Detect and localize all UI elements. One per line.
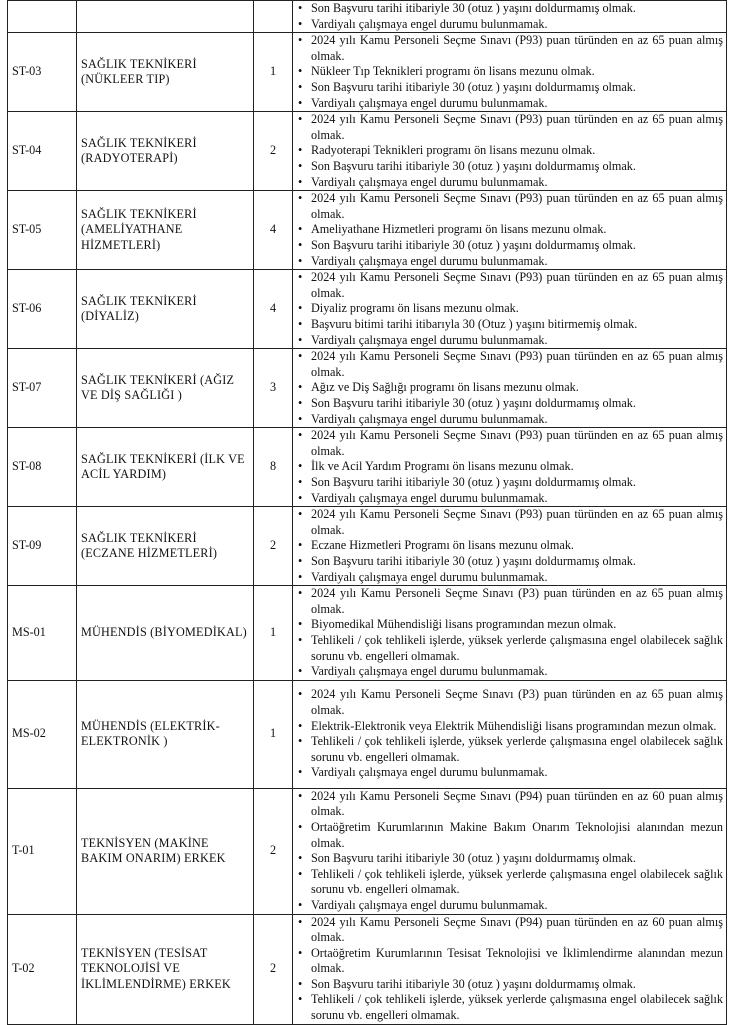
requirement-item: • 2024 yılı Kamu Personeli Seçme Sınavı (P93) puan türünden en az 65 puan almış olmak.: [295, 112, 723, 143]
requirement-item: • Vardiyalı çalışmaya engel durumu bulunmamak.: [295, 898, 723, 914]
requirements-cell: [293, 112, 727, 191]
requirement-item: • Eczane Hizmetleri Programı ön lisans mezunu olmak.: [295, 538, 723, 554]
requirement-item: • Elektrik-Elektronik veya Elektrik Mühendisliği lisans programından mezun olmak.: [295, 719, 723, 735]
position-quantity: [254, 1, 293, 33]
requirement-item: • Son Başvuru tarihi itibariyle 30 (otuz ) yaşını doldurmamış olmak.: [295, 475, 723, 491]
requirements-cell: [293, 1, 727, 33]
requirement-item: • Son Başvuru tarihi itibariyle 30 (otuz ) yaşını doldurmamış olmak.: [295, 1, 723, 17]
requirement-item: • 2024 yılı Kamu Personeli Seçme Sınavı (P93) puan türünden en az 65 puan almış olmak.: [295, 507, 723, 538]
requirement-item: • Ameliyathane Hizmetleri programı ön lisans mezunu olmak.: [295, 222, 723, 238]
requirement-item: • Son Başvuru tarihi itibariyle 30 (otuz ) yaşını doldurmamış olmak.: [295, 851, 723, 867]
requirement-item: • 2024 yılı Kamu Personeli Seçme Sınavı (P94) puan türünden en az 60 puan almış olmak.: [295, 915, 723, 946]
requirement-item: • Tehlikeli / çok tehlikeli işlerde, yüksek yerlerde çalışmasına engel olabilecek sağlık sorunu vb. engelleri olmamak.: [295, 867, 723, 898]
position-quantity: 4: [254, 270, 293, 349]
requirement-item: • Ortaöğretim Kurumlarının Tesisat Teknolojisi ve İklimlendirme alanından mezun olmak.: [295, 946, 723, 977]
position-title: SAĞLIK TEKNİKERİ (DİYALİZ): [77, 270, 254, 349]
position-code: ST-04: [8, 112, 77, 191]
position-title: TEKNİSYEN (TESİSAT TEKNOLOJİSİ VE İKLİMLENDİRME) ERKEK: [77, 914, 254, 1024]
requirement-item: • Tehlikeli / çok tehlikeli işlerde, yüksek yerlerde çalışmasına engel olabilecek sağlık sorunu vb. engelleri olmamak.: [295, 633, 723, 664]
requirement-item: • 2024 yılı Kamu Personeli Seçme Sınavı (P94) puan türünden en az 60 puan almış olmak.: [295, 789, 723, 820]
position-quantity: 1: [254, 586, 293, 681]
requirement-item: • Vardiyalı çalışmaya engel durumu bulunmamak.: [295, 17, 723, 33]
requirements-cell: [293, 507, 727, 586]
positions-table: [7, 0, 727, 1025]
position-code: MS-01: [8, 586, 77, 681]
position-quantity: 1: [254, 680, 293, 788]
position-quantity: 2: [254, 788, 293, 914]
requirement-item: • Diyaliz programı ön lisans mezunu olmak.: [295, 301, 723, 317]
requirement-item: • Radyoterapi Teknikleri programı ön lisans mezunu olmak.: [295, 143, 723, 159]
table-row: [8, 428, 727, 507]
position-quantity: 8: [254, 428, 293, 507]
position-title: SAĞLIK TEKNİKERİ (NÜKLEER TIP): [77, 33, 254, 112]
position-title: SAĞLIK TEKNİKERİ (AMELİYATHANE HİZMETLERİ): [77, 191, 254, 270]
requirements-list: [295, 428, 723, 506]
requirement-item: • Vardiyalı çalışmaya engel durumu bulunmamak.: [295, 254, 723, 270]
requirement-item: • Son Başvuru tarihi itibariyle 30 (otuz ) yaşını doldurmamış olmak.: [295, 396, 723, 412]
table-row: [8, 507, 727, 586]
position-quantity: 2: [254, 914, 293, 1024]
position-code: ST-08: [8, 428, 77, 507]
table-row: [8, 349, 727, 428]
requirement-item: • Vardiyalı çalışmaya engel durumu bulunmamak.: [295, 96, 723, 112]
requirements-list: [295, 507, 723, 585]
position-title: SAĞLIK TEKNİKERİ (İLK VE ACİL YARDIM): [77, 428, 254, 507]
requirement-item: • Vardiyalı çalışmaya engel durumu bulunmamak.: [295, 491, 723, 507]
position-title: SAĞLIK TEKNİKERİ (RADYOTERAPİ): [77, 112, 254, 191]
requirement-item: • Tehlikeli / çok tehlikeli işlerde, yüksek yerlerde çalışmasına engel olabilecek sağlık sorunu vb. engelleri olmamak.: [295, 734, 723, 765]
requirements-cell: [293, 428, 727, 507]
requirements-cell: [293, 788, 727, 914]
requirements-list: [295, 1, 723, 32]
position-quantity: 2: [254, 112, 293, 191]
requirements-list: [295, 915, 723, 1024]
position-code: ST-05: [8, 191, 77, 270]
requirements-list: [295, 586, 723, 680]
requirement-item: • 2024 yılı Kamu Personeli Seçme Sınavı (P3) puan türünden en az 65 puan almış olmak.: [295, 586, 723, 617]
position-title: SAĞLIK TEKNİKERİ (AĞIZ VE DİŞ SAĞLIĞI ): [77, 349, 254, 428]
position-quantity: 1: [254, 33, 293, 112]
requirement-item: • Son Başvuru tarihi itibariyle 30 (otuz ) yaşını doldurmamış olmak.: [295, 80, 723, 96]
requirement-item: • Son Başvuru tarihi itibariyle 30 (otuz ) yaşını doldurmamış olmak.: [295, 159, 723, 175]
requirement-item: • Son Başvuru tarihi itibariyle 30 (otuz ) yaşını doldurmamış olmak.: [295, 977, 723, 993]
requirements-cell: [293, 680, 727, 788]
requirements-cell: [293, 349, 727, 428]
requirement-item: • Ortaöğretim Kurumlarının Makine Bakım Onarım Teknolojisi alanından mezun olmak.: [295, 820, 723, 851]
requirement-item: • Son Başvuru tarihi itibariyle 30 (otuz ) yaşını doldurmamış olmak.: [295, 238, 723, 254]
requirement-item: • Tehlikeli / çok tehlikeli işlerde, yüksek yerlerde çalışmasına engel olabilecek sağlık sorunu vb. engelleri olmamak.: [295, 992, 723, 1023]
position-code: T-01: [8, 788, 77, 914]
table-row: [8, 586, 727, 681]
requirements-list: [295, 687, 723, 781]
table-row: [8, 191, 727, 270]
requirements-list: [295, 270, 723, 348]
requirements-list: [295, 789, 723, 914]
positions-table-body: [8, 1, 727, 1025]
position-code: T-02: [8, 914, 77, 1024]
requirements-list: [295, 349, 723, 427]
requirement-item: • Vardiyalı çalışmaya engel durumu bulunmamak.: [295, 570, 723, 586]
table-row: [8, 270, 727, 349]
requirement-item: • Son Başvuru tarihi itibariyle 30 (otuz ) yaşını doldurmamış olmak.: [295, 554, 723, 570]
requirement-item: • Vardiyalı çalışmaya engel durumu bulunmamak.: [295, 333, 723, 349]
position-code: MS-02: [8, 680, 77, 788]
requirement-item: • Biyomedikal Mühendisliği lisans programından mezun olmak.: [295, 617, 723, 633]
requirement-item: • İlk ve Acil Yardım Programı ön lisans mezunu olmak.: [295, 459, 723, 475]
requirement-item: • Nükleer Tıp Teknikleri programı ön lisans mezunu olmak.: [295, 64, 723, 80]
requirement-item: • Vardiyalı çalışmaya engel durumu bulunmamak.: [295, 175, 723, 191]
position-title: [77, 1, 254, 33]
position-code: ST-07: [8, 349, 77, 428]
requirement-item: • 2024 yılı Kamu Personeli Seçme Sınavı (P93) puan türünden en az 65 puan almış olmak.: [295, 33, 723, 64]
position-title: SAĞLIK TEKNİKERİ (ECZANE HİZMETLERİ): [77, 507, 254, 586]
position-quantity: 3: [254, 349, 293, 428]
position-code: ST-06: [8, 270, 77, 349]
table-row: [8, 680, 727, 788]
requirement-item: • 2024 yılı Kamu Personeli Seçme Sınavı (P93) puan türünden en az 65 puan almış olmak.: [295, 270, 723, 301]
requirement-item: • 2024 yılı Kamu Personeli Seçme Sınavı (P93) puan türünden en az 65 puan almış olmak.: [295, 191, 723, 222]
requirements-cell: [293, 586, 727, 681]
position-code: [8, 1, 77, 33]
requirement-item: • Başvuru bitimi tarihi itibarıyla 30 (Otuz ) yaşını bitirmemiş olmak.: [295, 317, 723, 333]
requirement-item: • 2024 yılı Kamu Personeli Seçme Sınavı (P93) puan türünden en az 65 puan almış olmak.: [295, 349, 723, 380]
requirements-cell: [293, 33, 727, 112]
position-code: ST-03: [8, 33, 77, 112]
position-quantity: 4: [254, 191, 293, 270]
requirements-list: [295, 191, 723, 269]
table-row: [8, 112, 727, 191]
table-row: [8, 914, 727, 1024]
position-title: TEKNİSYEN (MAKİNE BAKIM ONARIM) ERKEK: [77, 788, 254, 914]
requirements-cell: [293, 270, 727, 349]
table-row: [8, 788, 727, 914]
requirement-item: • Ağız ve Diş Sağlığı programı ön lisans mezunu olmak.: [295, 380, 723, 396]
requirements-list: [295, 33, 723, 111]
table-row: [8, 33, 727, 112]
requirement-item: • Vardiyalı çalışmaya engel durumu bulunmamak.: [295, 765, 723, 781]
position-title: MÜHENDİS (BİYOMEDİKAL): [77, 586, 254, 681]
requirements-cell: [293, 914, 727, 1024]
table-row: [8, 1, 727, 33]
requirement-item: • 2024 yılı Kamu Personeli Seçme Sınavı (P3) puan türünden en az 65 puan almış olmak.: [295, 687, 723, 718]
requirement-item: • 2024 yılı Kamu Personeli Seçme Sınavı (P93) puan türünden en az 65 puan almış olmak.: [295, 428, 723, 459]
requirements-cell: [293, 191, 727, 270]
position-code: ST-09: [8, 507, 77, 586]
requirements-list: [295, 112, 723, 190]
position-quantity: 2: [254, 507, 293, 586]
position-title: MÜHENDİS (ELEKTRİK-ELEKTRONİK ): [77, 680, 254, 788]
requirement-item: • Vardiyalı çalışmaya engel durumu bulunmamak.: [295, 664, 723, 680]
requirement-item: • Vardiyalı çalışmaya engel durumu bulunmamak.: [295, 412, 723, 428]
